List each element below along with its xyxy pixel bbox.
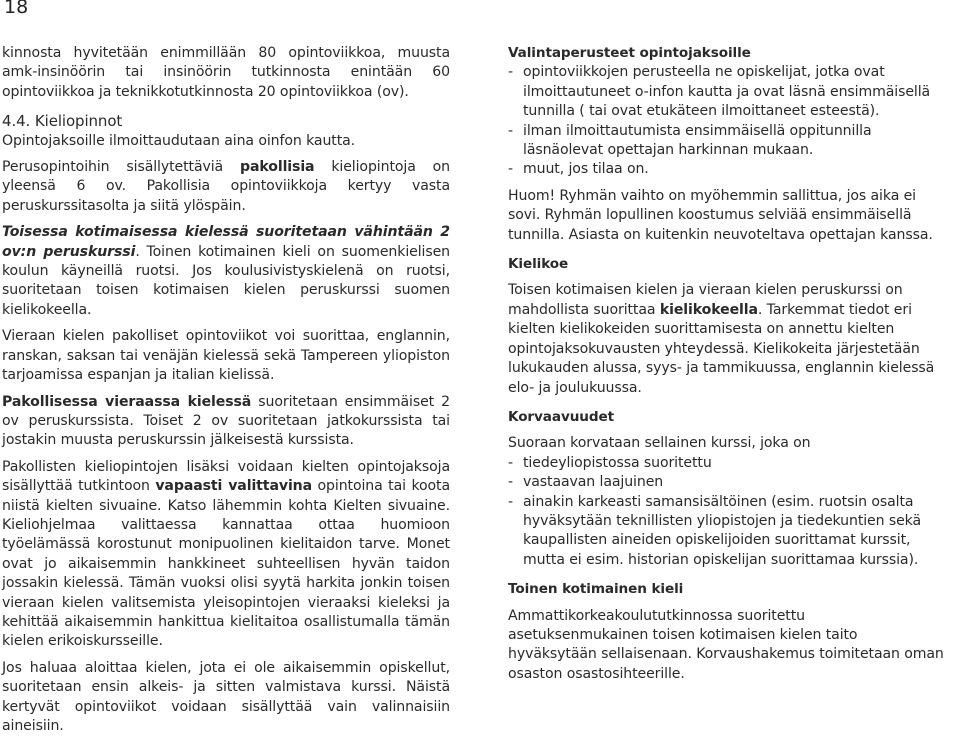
list-item: - muut, jos tilaa on. — [508, 160, 948, 179]
second-domestic-paragraph: Toisessa kotimaisessa kielessä suoritetaan vähintään 2 ov:n peruskurssi. Toinen kotimainen kieli on suomenkielisen koulun käyneillä ruotsi. Jos koulusivistyskielenä on ruotsi, suoritetaan toisen kotimaisen kielen peruskurssi suomen kielikokeella. — [2, 224, 450, 318]
page-number: 18 — [4, 0, 29, 18]
equivalence-heading: Korvaavuudet — [508, 408, 615, 425]
selection-heading: Valintaperusteet opintojaksoille — [508, 45, 751, 61]
list-item: - tiedeyliopistossa suoritettu — [508, 454, 948, 473]
list-item: - opintoviikkojen perusteella ne opiskelijat, jotka ovat ilmoittautuneet o-infon kautta ja ovat läsnä ensimmäisellä tunnilla ( tai ovat etukäteen ilmoittaneet esteestä). — [508, 63, 948, 121]
language-test-heading: Kielikoe — [508, 256, 569, 273]
mandatory-foreign-paragraph: Pakollisessa vieraassa kielessä suoritetaan ensimmäiset 2 ov peruskurssista. Toiset 2 ov suoritetaan jatkokurssista tai jostakin muusta peruskurssin jälkeisestä kurssista. — [2, 393, 450, 449]
selection-list — [508, 63, 948, 179]
list-item: - ilman ilmoittautumista ensimmäisellä oppitunnilla läsnäolevat opettajan harkinnan mukaan. — [508, 122, 948, 161]
list-item: - vastaavan laajuinen — [508, 473, 948, 492]
second-domestic-text: Ammattikorkeakoulututkinnossa suoritettu asetuksenmukainen toisen kotimaisen kielen taito hyväksytään sellaisenaan. Korvaushakemus toimitetaan oman osaston osastosihteerille. — [508, 607, 944, 682]
intro-paragraph: kinnosta hyvitetään enimmillään 80 opintoviikkoa, muusta amk-insinöörin tai insinöörin tutkinnosta enintään 60 opintoviikkoa ja teknikkotutkinnosta 20 opintoviikkoa (ov). — [2, 45, 450, 100]
equivalence-list — [508, 454, 948, 570]
left-column — [2, 44, 450, 736]
mandatory-paragraph: Perusopintoihin sisällytettäviä pakollisia kieliopintoja on yleensä 6 ov. Pakollisia opintoviikkoja kertyy vasta peruskurssitasolta ja siitä ylöspäin. — [2, 159, 450, 214]
beginner-paragraph: Jos haluaa aloittaa kielen, jota ei ole aikaisemmin opiskellut, suoritetaan ensin alkeis- ja sitten valmistava kurssi. Näistä kertyvät opintoviikot voidaan sisällyttää vain valinnaisiin aineisiin. — [2, 659, 450, 734]
elective-paragraph: Pakollisten kieliopintojen lisäksi voidaan kielten opintojaksoja sisällyttää tutkintoon vapaasti valittavina opintoina tai koota niistä kielten sivuaine. Katso lähemmin kohta Kielten sivuaine. Kieliohjelmaa valittaessa kannattaa ottaa huomioon työelämässä korostunut monipuolinen kielitaidon tarve. Monet ovat jo aikaisemmin hankkineet suhteellisen hyvän taidon jossakin kielessä. Tämän vuoksi olisi syytä harkita jonkin toisen vieraan kielen valitsemista yleisopintojen vieraaksi kieleksi ja kehittää aikaisemmin hankittua kielitaitoa osallistumalla tämän kielen erikoiskursseille. — [2, 458, 451, 650]
right-column — [508, 44, 948, 684]
equivalence-intro: Suoraan korvataan sellainen kurssi, joka on — [508, 435, 811, 452]
section-title: 4.4. Kieliopinnot — [2, 112, 123, 131]
list-item: - ainakin karkeasti samansisältöinen (esim. ruotsin osalta hyväksytään teknillisten yliopistojen ja tiedekuntien sekä kaupallisten aineiden opiskelijoiden suorittamat kurssit, mutta ei esim. historian opiskelijan suorittamaa kurssia). — [508, 493, 948, 571]
second-domestic-heading: Toinen kotimainen kieli — [508, 581, 684, 598]
foreign-language-paragraph: Vieraan kielen pakolliset opintoviikot voi suorittaa, englannin, ranskan, saksan tai venäjän kielessä sekä Tampereen yliopiston tarjoamissa espanjan ja italian kielissä. — [2, 328, 450, 384]
note-paragraph: Huom! Ryhmän vaihto on myöhemmin sallittua, jos aika ei sovi. Ryhmän lopullinen koostumus selviää ensimmäisellä tunnilla. Asiasta on kuitenkin neuvoteltava opettajan kanssa. — [508, 187, 933, 243]
registration-note: Opintojaksoille ilmoittaudutaan aina oinfon kautta. — [2, 132, 356, 149]
language-test-paragraph: Toisen kotimaisen kielen ja vieraan kielen peruskurssi on mahdollista suorittaa kielikokeella. Tarkemmat tiedot eri kielten kielikokeiden suorittamisesta on annettu kielten opintojaksokuvausten yhteydessä. Kielikokeita järjestetään lukukauden alussa, syys- ja tammikuussa, englannin kielessä elo- ja joulukuussa. — [508, 282, 935, 396]
